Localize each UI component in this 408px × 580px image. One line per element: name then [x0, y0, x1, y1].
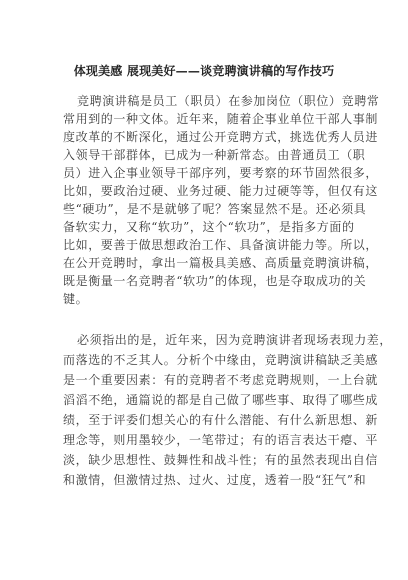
paragraph-line: 常用到的一种文体。近年来，随着企事业单位干部人事制 — [63, 112, 379, 126]
paragraph-line: 必须指出的是，近年来，因为竞聘演讲者现场表现力差， — [77, 333, 393, 347]
paragraph-line: 员）进入企事业领导干部序列，要考察的环节固然很多， — [63, 166, 379, 180]
paragraph-line: 而落选的不乏其人。分析个中缘由，竞聘演讲稿缺乏美感 — [63, 353, 379, 367]
paragraph-line: 比如，要政治过硬、业务过硬、能力过硬等等，但仅有这 — [63, 184, 379, 198]
paragraph-line: 入领导干部群体，已成为一种新常态。由普通员工（职 — [63, 148, 366, 162]
paragraph-line: 些“硬功”，是不是就够了呢？答案显然不是。还必须具 — [63, 202, 367, 216]
paragraph-line: 理念等，则用墨较少，一笔带过；有的语言表达干瘪、平 — [63, 433, 379, 447]
paragraph-line: 比如，要善于做思想政治工作、具备演讲能力等。所以， — [63, 238, 379, 252]
paragraph-line: 滔滔不绝，通篇说的都是自己做了哪些事、取得了哪些成 — [63, 393, 379, 407]
paragraph-line: 度改革的不断深化，通过公开竞聘方式，挑选优秀人员进 — [63, 130, 379, 144]
paragraph-line: 竞聘演讲稿是员工（职员）在参加岗位（职位）竞聘常 — [77, 94, 380, 108]
paragraph-line: 绩，至于评委们想关心的有什么潜能、有什么新思想、新 — [63, 413, 379, 427]
paragraph-line: 既是衡量一名竞聘者“软功”的体现，也是夺取成功的关 — [63, 274, 367, 288]
paragraph-line: 键。 — [63, 292, 89, 306]
document-title: 体现美感 展现美好——谈竞聘演讲稿的写作技巧 — [73, 64, 335, 78]
paragraph-line: 在公开竞聘时，拿出一篇极具美感、高质量竞聘演讲稿， — [63, 256, 379, 270]
paragraph-line: 是一个重要因素：有的竞聘者不考虑竞聘规则，一上台就 — [63, 373, 379, 387]
paragraph-line: 备软实力，又称“软功”，这个“软功”，是指多方面的 — [63, 220, 355, 234]
paragraph-line: 淡，缺少思想性、鼓舞性和战斗性；有的虽然表现出自信 — [63, 453, 379, 467]
paragraph-line: 和激情，但激情过热、过火、过度，透着一股“狂气”和 — [63, 473, 367, 487]
